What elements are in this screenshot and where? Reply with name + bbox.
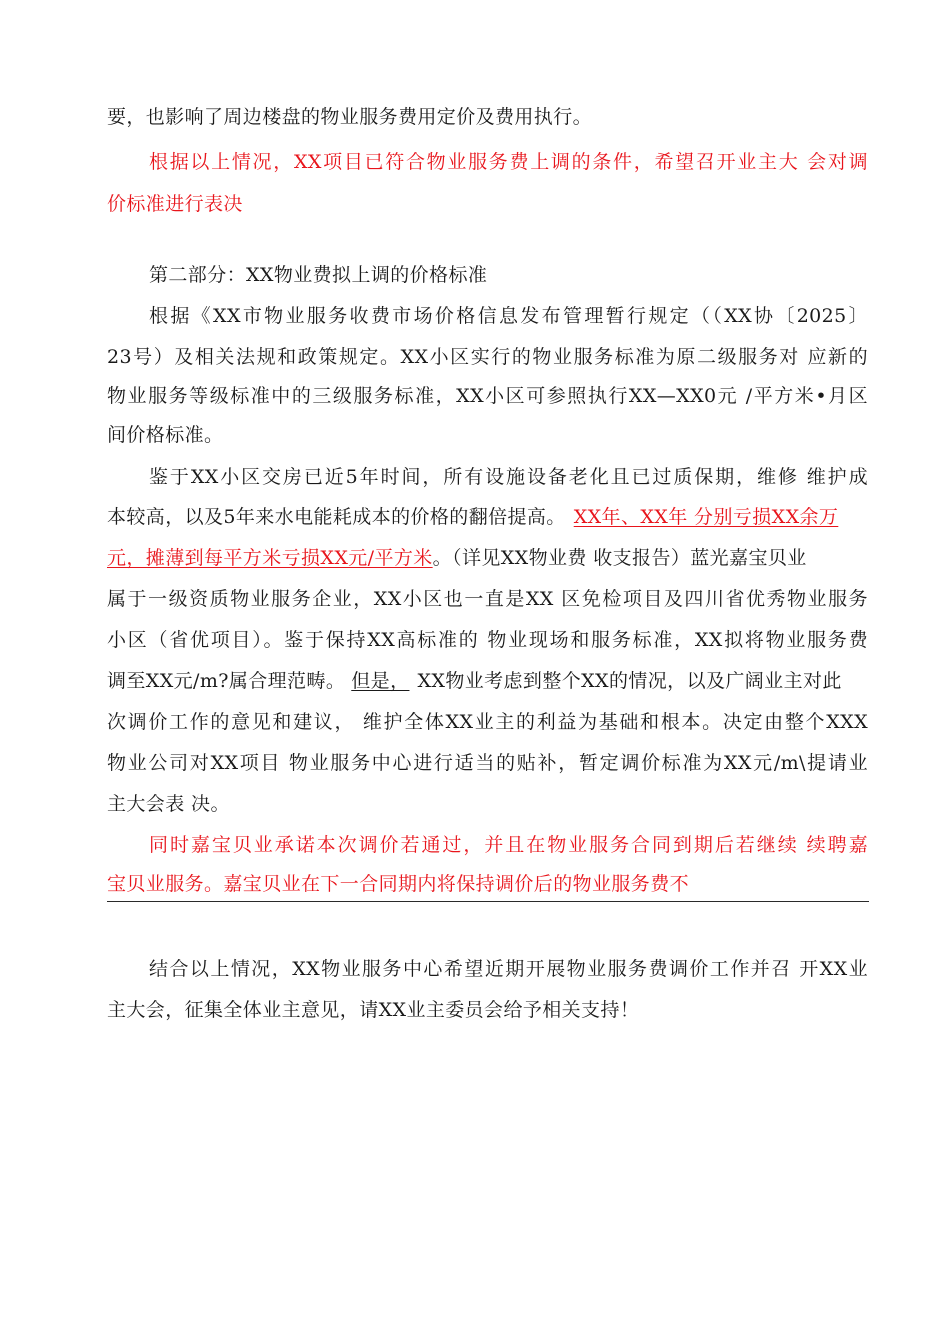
text-line-11-plain: 。（详见XX物业费 收支报告）蓝光嘉宝贝业 — [432, 547, 807, 569]
loss-highlight-2: 元，摊薄到每平方米亏损XX元/平方米 — [107, 547, 433, 569]
section-heading: 第二部分：XX物业费拟上调的价格标准 — [149, 264, 488, 286]
red-commitment-line-1: 同时嘉宝贝业承诺本次调价若通过，并且在物业服务合同到期后若继续 续聘嘉 — [149, 834, 868, 856]
red-paragraph-line-2: 价标准进行表决 — [107, 193, 243, 215]
text-line-14 — [107, 672, 842, 691]
text-line-8: 间价格标准。 — [107, 424, 224, 446]
text-line-14-plain: 调至XX元/m?属合理范畴。 — [107, 670, 346, 692]
horizontal-divider — [107, 901, 869, 902]
loss-highlight-1: XX年、XX年 分别亏损XX余万 — [573, 506, 839, 528]
closing-line-1: 结合以上情况，XX物业服务中心希望近期开展物业服务费调价工作并召 开XX业 — [149, 958, 868, 980]
text-line-13: 小区（省优项目）。鉴于保持XX高标准的 物业现场和服务标准，XX拟将物业服务费 — [107, 629, 868, 651]
text-line-16: 物业公司对XX项目 物业服务中心进行适当的贴补，暂定调价标准为XX元/m\提请业 — [107, 752, 868, 774]
text-line-9: 鉴于XX小区交房已近5年时间，所有设施设备老化且已过质保期，维修 维护成 — [149, 466, 868, 488]
text-line-6: 23号）及相关法规和政策规定。XX小区实行的物业服务标准为原二级服务对 应新的 — [107, 346, 868, 368]
text-line-10-plain: 本较高，以及5年来水电能耗成本的价格的翻倍提高。 — [107, 506, 566, 528]
text-line-15: 次调价工作的意见和建议， 维护全体XX业主的利益为基础和根本。决定由整个XXX — [107, 711, 868, 733]
text-line-14-rest: XX物业考虑到整个XX的情况，以及广阔业主对此 — [417, 670, 842, 692]
underlined-however: 但是， — [351, 670, 410, 692]
closing-line-2: 主大会，征集全体业主意见，请XX业主委员会给予相关支持！ — [107, 999, 640, 1021]
text-line-5: 根据《XX市物业服务收费市场价格信息发布管理暂行规定（（XX协〔2025〕 — [149, 305, 868, 327]
text-line-10 — [107, 508, 838, 527]
text-line-7: 物业服务等级标准中的三级服务标准，XX小区可参照执行XX—XX0元 /平方米•月区 — [107, 385, 868, 407]
red-paragraph-line-1: 根据以上情况，XX项目已符合物业服务费上调的条件，希望召开业主大 会对调 — [149, 151, 868, 173]
text-line-1: 要，也影响了周边楼盘的物业服务费用定价及费用执行。 — [107, 106, 593, 128]
red-commitment-line-2: 宝贝业服务。嘉宝贝业在下一合同期内将保持调价后的物业服务费不 — [107, 873, 690, 895]
text-line-17: 主大会表 决。 — [107, 793, 230, 815]
text-line-11 — [107, 549, 807, 568]
text-line-12: 属于一级资质物业服务企业，XX小区也一直是XX 区免检项目及四川省优秀物业服务 — [107, 588, 868, 610]
